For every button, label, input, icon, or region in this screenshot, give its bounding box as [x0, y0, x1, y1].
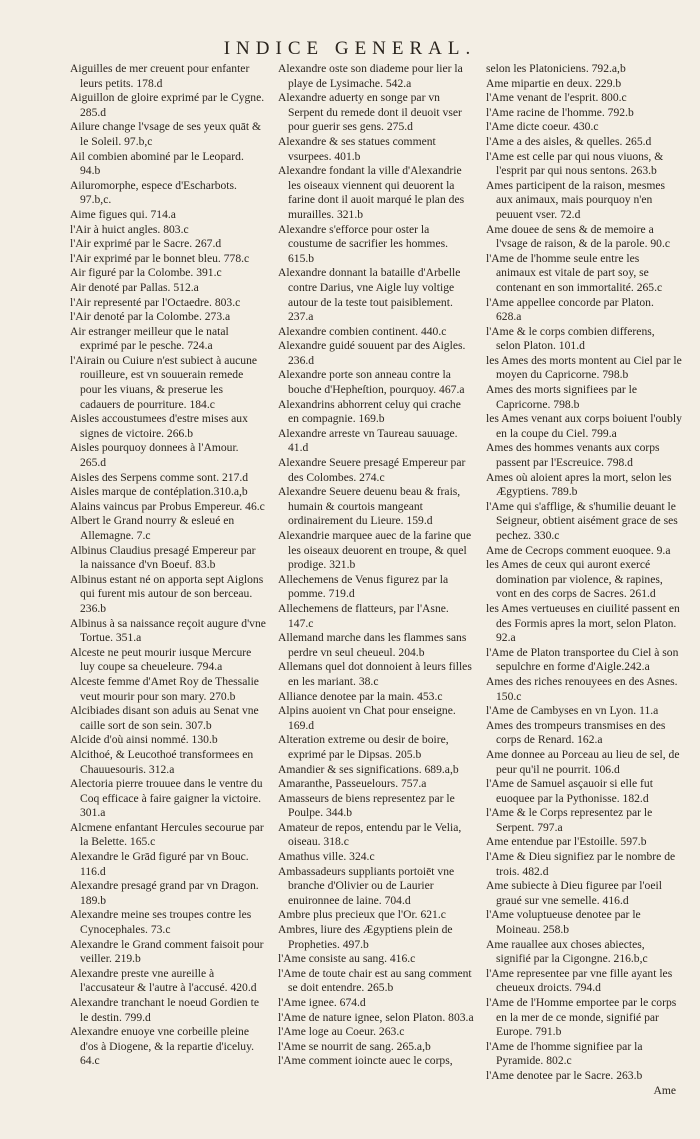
index-entry: l'Ame appellee concorde par Platon. 628.a: [486, 295, 654, 324]
index-entry: l'Ame de l'Homme emportee par le corps en la mer de ce monde, signifié par Europe. 791.b: [486, 996, 677, 1039]
index-entry: Air denoté par Pallas. 512.a: [70, 280, 199, 294]
index-entry: Alceste femme d'Amet Roy de Thessalie veut mourir pour son mary. 270.b: [70, 674, 259, 703]
index-entry: Allemand marche dans les flammes sans perdre vn seul cheueul. 204.b: [278, 631, 467, 659]
index-entry: l'Ame venant de l'esprit. 800.c: [486, 91, 627, 105]
index-entry: Ames des trompeurs transmises en des corps de Renard. 162.a: [486, 718, 666, 747]
index-entry: Alexandrins abhorrent celuy qui crache en compagnie. 169.b: [278, 397, 461, 426]
index-entry: Aiguillon de gloire exprimé par le Cygne. 285.d: [70, 91, 265, 119]
index-entry: Aime figues qui. 714.a: [70, 207, 176, 221]
index-entry: l'Air à huict angles. 803.c: [70, 222, 189, 236]
index-entry: l'Ame & le Corps representez par le Serpent. 797.a: [486, 806, 653, 834]
index-entry: Albinus à sa naissance reçoit augure d'vne Tortue. 351.a: [70, 616, 266, 645]
column-2: [278, 62, 474, 1069]
index-entry: l'Ame est celle par qui nous viuons, & l'esprit par qui nous sentons. 263.b: [486, 149, 664, 178]
index-entry: Alcibiades disant son aduis au Senat vne caille sort de son sein. 307.b: [70, 704, 259, 732]
index-entry: l'Ame de Cambyses en vn Lyon. 11.a: [486, 704, 659, 718]
index-entry: Allechemens de flatteurs, par l'Asne. 147.c: [278, 601, 449, 630]
index-entry: Alceste ne peut mourir iusque Mercure luy coupe sa cheueleure. 794.a: [70, 645, 252, 674]
index-entry: Amaranthe, Passeuelours. 757.a: [278, 777, 427, 791]
index-entry: Ames des riches renouyees en des Asnes. 150.c: [486, 674, 678, 703]
column-3: [486, 62, 682, 1084]
index-entry: Alexandre oste son diademe pour lier la playe de Lysimache. 542.a: [278, 62, 463, 90]
index-entry: l'Ame de toute chair est au sang comment se doit entendre. 265.b: [278, 966, 472, 995]
index-entry: Aisles pourquoy donnees à l'Amour. 265.d: [70, 441, 239, 470]
index-entry: Alexandrie marquee auec de la farine que les oiseaux deuorent en troupe, & quel prodige. 321.b: [278, 529, 472, 572]
index-entry: Ames des morts signifiees par le Capricorne. 798.b: [486, 383, 638, 411]
index-entry: Alexandre presagé grand par vn Dragon. 189.b: [70, 879, 259, 907]
column-1: [70, 62, 266, 1069]
index-entry: Alexandre & ses statues comment vsurpees. 401.b: [278, 134, 436, 163]
index-entry: Air estranger meilleur que le natal exprimé par le pesche. 724.a: [70, 324, 229, 353]
index-entry: l'Ame representee par vne fille ayant les cheueux droicts. 794.d: [486, 966, 673, 995]
index-entry: Ame mipartie en deux. 229.b: [486, 76, 622, 90]
index-entry: l'Air denoté par la Colombe. 273.a: [70, 310, 231, 324]
index-entry: l'Ame ignee. 674.d: [278, 996, 366, 1009]
index-entry: l'Ame comment ioincte auec le corps,: [278, 1054, 453, 1068]
index-entry: l'Ame de l'homme signifiee par la Pyramide. 802.c: [486, 1039, 643, 1068]
index-entry: Alexandre fondant la ville d'Alexandrie les oiseaux viennent qui deuorent la farine dont il auoit marqué le plan des murailles. 321.b: [278, 164, 465, 221]
index-entry: Amateur de repos, entendu par le Velia, oiseau. 318.c: [278, 820, 462, 849]
index-entry: l'Ame consiste au sang. 416.c: [278, 952, 416, 966]
index-entry: Allechemens de Venus figurez par la pomme. 719.d: [278, 572, 449, 601]
index-entry: Ame donnee au Porceau au lieu de sel, de peur qu'il ne pourrit. 106.d: [486, 747, 680, 776]
index-entry: Ames où aloient apres la mort, selon les Ægyptiens. 789.b: [486, 470, 672, 499]
index-entry: Alcmene enfantant Hercules secourue par la Belette. 165.c: [70, 820, 264, 849]
index-entry: Alexandre preste vne aureille à l'accusateur & l'autre à l'accusé. 420.d: [70, 966, 257, 995]
index-entry: Alains vaincus par Probus Empereur. 46.c: [70, 499, 265, 513]
index-entry: l'Ame se nourrit de sang. 265.a,b: [278, 1039, 431, 1053]
index-entry: Aisles accoustumees d'estre mises aux signes de victoire. 266.b: [70, 412, 248, 440]
index-entry: Allemans quel dot donnoient à leurs filles en les mariant. 38.c: [278, 660, 472, 688]
index-entry: l'Ame & Dieu signifiez par le nombre de trois. 482.d: [486, 850, 676, 878]
index-entry: Alteration extreme ou desir de boire, exprimé par le Dipsas. 205.b: [278, 733, 449, 761]
index-entry: Aisles des Serpens comme sont. 217.d: [70, 470, 249, 484]
index-entry: Alexandre le Grand comment faisoit pour veiller. 219.b: [70, 937, 264, 966]
index-entry: Alpins auoient vn Chat pour enseigne. 169.d: [278, 704, 456, 732]
index-entry: l'Air representé par l'Octaedre. 803.c: [70, 295, 241, 309]
index-entry: Alectoria pierre trouuee dans le ventre du Coq efficace à faire gaigner la victoire. 301.a: [70, 777, 263, 820]
index-entry: Alliance denotee par la main. 453.c: [278, 689, 443, 703]
index-entry: l'Ame voluptueuse denotee par le Moineau. 258.b: [486, 908, 641, 937]
index-entry: Albert le Grand nourry & esleué en Allemagne. 7.c: [70, 514, 235, 542]
index-entry: Alexandre aduerty en songe par vn Serpent du remede dont il deuoit vser pour guerir ses gens. 275.d: [278, 91, 462, 134]
index-entry: Alexandre le Grād figuré par vn Bouc. 116.d: [70, 850, 249, 878]
index-entry: Alcithoé, & Leucothoé transformees en Chauuesouris. 312.a: [70, 747, 254, 776]
index-entry: les Ames vertueuses en ciuilité passent en des Formis apres la mort, selon Platon. 92.a: [486, 601, 680, 645]
index-entry: Ambres, liure des Ægyptiens plein de Propheties. 497.b: [278, 923, 453, 951]
index-entry: Alexandre arreste vn Taureau sauuage. 41.d: [278, 426, 458, 455]
index-entry: Ame rauallee aux choses abiectes, signifié par la Cigongne. 216.b,c: [486, 937, 648, 966]
index-entry: l'Ame de Platon transportee du Ciel à son sepulchre en forme d'Aigle.242.a: [486, 645, 679, 674]
index-entry: l'Air exprimé par le Sacre. 267.d: [70, 237, 222, 251]
index-entry: Ames participent de la raison, mesmes aux animaux, mais pourquoy n'en peuuent vser. 72.d: [486, 178, 666, 221]
index-entry: Aiguilles de mer creuent pour enfanter leurs petits. 178.d: [70, 62, 250, 90]
index-entry: Amathus ville. 324.c: [278, 850, 375, 864]
index-entry: Alcide d'où ainsi nommé. 130.b: [70, 733, 218, 747]
index-entry: Ailuromorphe, espece d'Escharbots. 97.b,c.: [70, 178, 237, 207]
index-entry: Albinus estant né on apporta sept Aiglons qui furent mis autour de son berceau. 236.b: [70, 572, 264, 615]
index-entry: Alexandre Seuere presagé Empereur par des Colombes. 274.c: [278, 456, 466, 484]
index-entry: Amasseurs de biens representez par le Poulpe. 344.b: [278, 791, 455, 820]
index-entry: Ame de Cecrops comment euoquee. 9.a: [486, 543, 671, 557]
index-entry: l'Ame denotee par le Sacre. 263.b: [486, 1068, 643, 1082]
catchword: Ame: [653, 1084, 676, 1097]
index-entry: Alexandre meine ses troupes contre les Cynocephales. 73.c: [70, 908, 252, 937]
index-entry: l'Ame de Samuel asçauoir si elle fut euoquee par la Pythonisse. 182.d: [486, 777, 653, 805]
index-entry: les Ames venant aux corps boiuent l'oubly en la coupe du Ciel. 799.a: [486, 412, 682, 440]
index-entry: l'Ame qui s'afflige, & s'humilie deuant le Seigneur, obtient aisément grace de ses pechez. 330.c: [486, 499, 678, 542]
index-entry: Alexandre enuoye vne corbeille pleine d'os à Diogene, & la repartie d'iceluy. 64.c: [70, 1025, 255, 1068]
index-entry: l'Ame & le corps combien differens, selon Platon. 101.d: [486, 324, 655, 353]
index-entry: Alexandre tranchant le noeud Gordien te le destin. 799.d: [70, 996, 259, 1024]
index-entry: Ame douee de sens & de memoire a l'vsage de raison, & de la parole. 90.c: [486, 222, 671, 251]
index-entry: Alexandre s'efforce pour oster la coustume de sacrifier les hommes. 615.b: [278, 222, 449, 265]
index-entry: Amandier & ses significations. 689.a,b: [278, 762, 459, 776]
page-header: INDICE GENERAL.: [223, 38, 477, 59]
index-entry: Ames des hommes venants aux corps passent par l'Escreuice. 798.d: [486, 441, 660, 470]
index-entry: Ame subiecte à Dieu figuree par l'oeil graué sur vne semelle. 416.d: [486, 879, 662, 907]
index-entry: Ambre plus precieux que l'Or. 621.c: [278, 908, 446, 922]
index-entry: l'Ame de l'homme seule entre les animaux est vitale de part soy, se contenant en son immortalité. 265.c: [486, 251, 663, 294]
index-entry: l'Air exprimé par le bonnet bleu. 778.c: [70, 251, 250, 265]
index-entry: l'Ame loge au Coeur. 263.c: [278, 1025, 405, 1039]
index-entry: Ail combien abominé par le Leopard. 94.b: [70, 149, 244, 178]
index-entry: l'Ame a des aisles, & quelles. 265.d: [486, 134, 652, 148]
index-entry: les Ames de ceux qui auront exercé domination par violence, & rapines, vont en des corps de Sacres. 261.d: [486, 558, 663, 601]
index-entry: Ame entendue par l'Estoille. 597.b: [486, 835, 647, 849]
index-entry: l'Ame racine de l'homme. 792.b: [486, 105, 634, 119]
index-entry: Aisles marque de contéplation.310.a,b: [70, 485, 248, 499]
index-entry: l'Airain ou Cuiure n'est subiect à aucune rouilleure, est vn souuerain remede pour les viuans, & preserue les cadauers de pourriture. 184.c: [70, 353, 258, 411]
index-entry: l'Ame de nature ignee, selon Platon. 803.a: [278, 1010, 474, 1024]
index-entry: Air figuré par la Colombe. 391.c: [70, 266, 222, 280]
index-entry: les Ames des morts montent au Ciel par le moyen du Capricorne. 798.b: [486, 353, 682, 382]
index-entry: Ambassadeurs suppliants portoiēt vne branche d'Olivier ou de Laurier enuironnee de laine. 704.d: [278, 864, 455, 907]
index-entry: selon les Platoniciens. 792.a,b: [486, 62, 626, 75]
index-entry: Alexandre porte son anneau contre la bouche d'Hepheſtion, pourquoy. 467.a: [278, 368, 465, 397]
index-entry: Alexandre guidé souuent par des Aigles. 236.d: [278, 339, 466, 367]
index-entry: Alexandre donnant la bataille d'Arbelle contre Darius, vne Aigle luy voltige autour de la teste tout paisiblement. 237.a: [278, 266, 461, 324]
index-entry: Ailure change l'vsage de ses yeux quāt & le Soleil. 97.b,c: [70, 120, 262, 148]
index-entry: Alexandre combien continent. 440.c: [278, 324, 447, 338]
index-entry: Albinus Claudius presagé Empereur par la naissance d'vn Boeuf. 83.b: [70, 543, 256, 572]
index-entry: l'Ame dicte coeur. 430.c: [486, 120, 599, 134]
index-entry: Alexandre Seuere deuenu beau & frais, humain & courtois mangeant ordinairement du Lieure. 159.d: [278, 485, 461, 528]
